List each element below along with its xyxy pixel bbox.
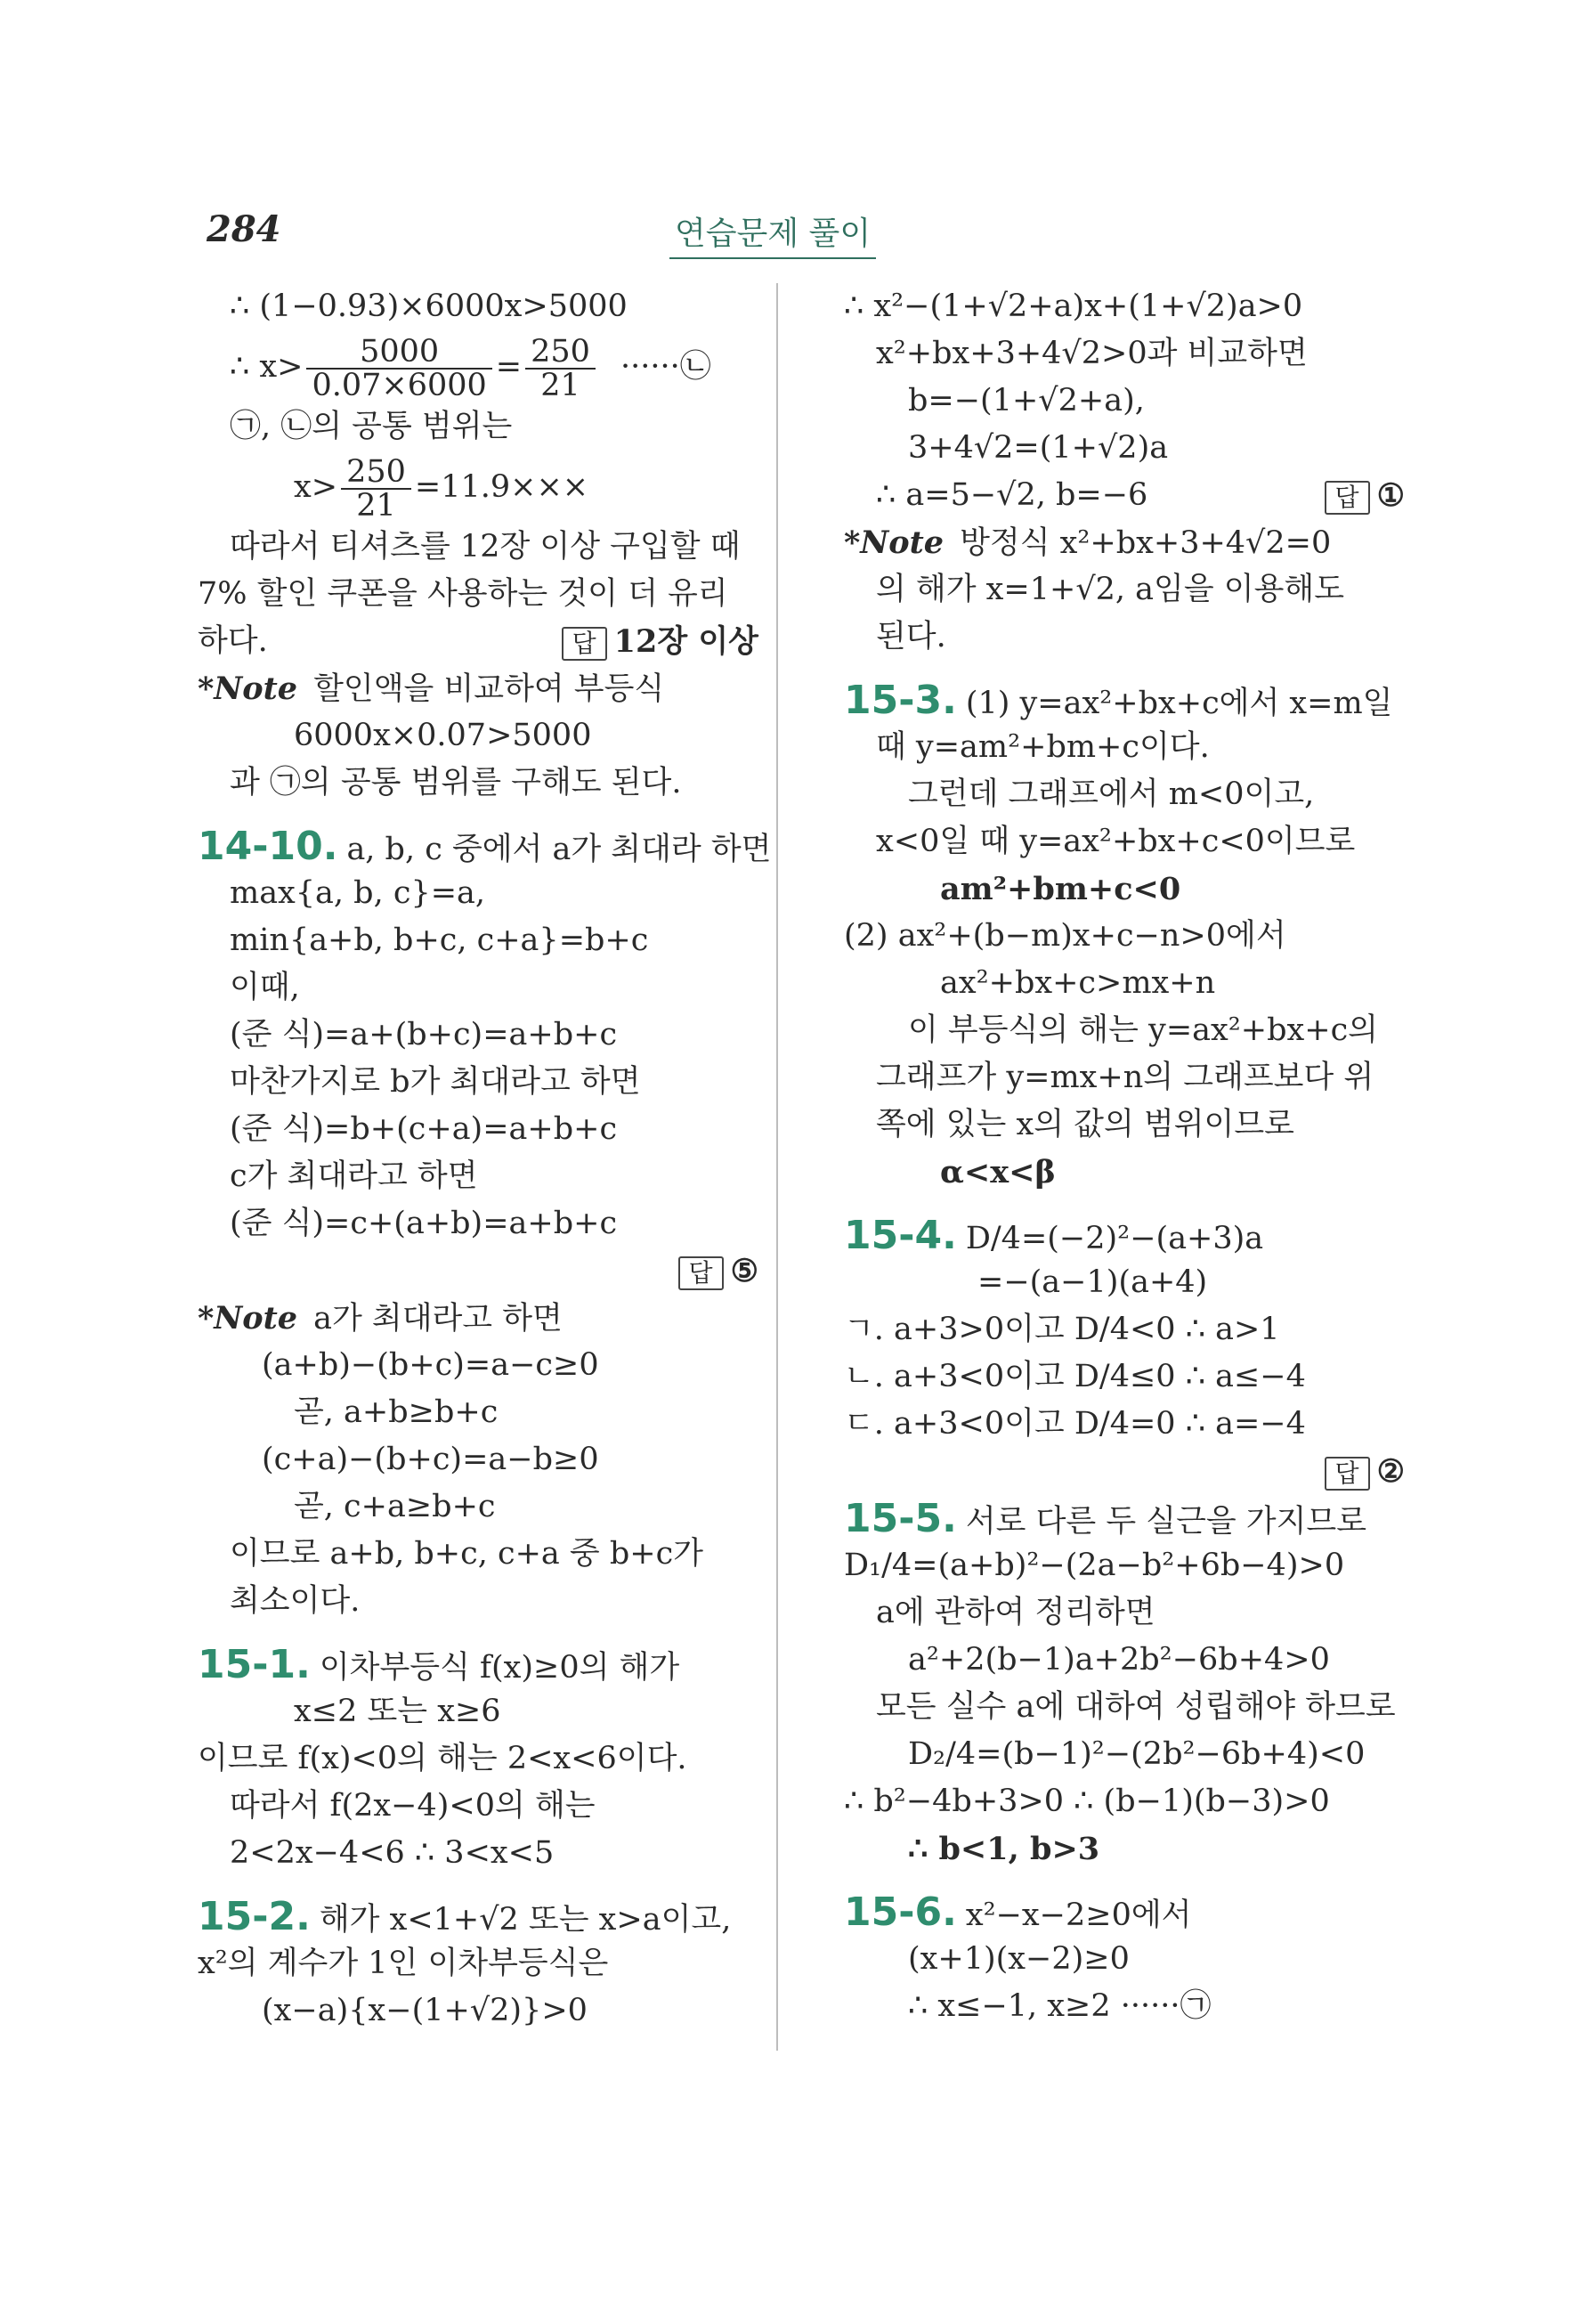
line-text: ㄴ. a+3<0이고 D/4≤0 ∴ a≤−4 [844, 1359, 1306, 1394]
line-text: max{a, b, c}=a, [230, 875, 486, 911]
line-text: D₁/4=(a+b)²−(2a−b²+6b−4)>0 [844, 1548, 1345, 1583]
text-line [198, 870, 767, 917]
problem-text: x²−x−2≥0에서 [965, 1897, 1192, 1933]
line-text: b=−(1+√2+a), [908, 383, 1145, 418]
line-text: x≤2 또는 x≥6 [294, 1694, 501, 1729]
line-text: am²+bm+c<0 [940, 871, 1181, 907]
section-gap [844, 1873, 1414, 1889]
running-title: 연습문제 풀이 [669, 208, 876, 259]
section-gap [198, 1625, 767, 1641]
problem-number: 15-2. [198, 1894, 311, 1939]
line-text: 이므로 f(x)<0의 해는 2<x<6이다. [198, 1741, 687, 1776]
note-line [198, 665, 767, 712]
text-line [844, 1101, 1414, 1149]
text-line [198, 712, 767, 760]
text-line [844, 425, 1414, 472]
line-text: ∴ a=5−√2, b=−6 [876, 477, 1148, 513]
line-text: ∴ b²−4b+3>0 ∴ (b−1)(b−3)>0 [844, 1784, 1330, 1819]
section-gap [844, 661, 1414, 677]
line-text: 그래프가 y=mx+n의 그래프보다 위 [876, 1060, 1374, 1095]
text-line [844, 1448, 1414, 1495]
text-line [844, 960, 1414, 1007]
denominator: 21 [356, 487, 396, 524]
text-line [198, 1830, 767, 1877]
answer-value: ② [1376, 1453, 1405, 1490]
text-line [198, 1012, 767, 1059]
line-text: a²+2(b−1)a+2b²−6b+4>0 [908, 1642, 1330, 1678]
answer-value: ⑤ [730, 1253, 758, 1289]
line-text: ax²+bx+c>mx+n [940, 965, 1216, 1001]
line-text: 때 y=am²+bm+c이다. [876, 729, 1210, 765]
line-text: 이때, [230, 970, 300, 1005]
problem-heading [844, 1889, 1414, 1936]
text-line [198, 618, 767, 665]
math-suffix: =11.9××× [414, 469, 589, 505]
line-text: 곧, c+a≥b+c [294, 1489, 496, 1524]
text-line [844, 818, 1414, 865]
line-text: x<0일 때 y=ax²+bx+c<0이므로 [876, 824, 1356, 859]
line-text: (2) ax²+(b−m)x+c−n>0에서 [844, 918, 1286, 954]
problem-number: 15-6. [844, 1889, 957, 1935]
line-text: D₂/4=(b−1)²−(2b²−6b+4)<0 [908, 1736, 1366, 1772]
line-text: 이 부등식의 해는 y=ax²+bx+c의 [908, 1012, 1378, 1048]
text-line [198, 1735, 767, 1783]
line-text: α<x<β [940, 1154, 1056, 1190]
fraction [525, 333, 596, 403]
line-text: (a+b)−(b+c)=a−c≥0 [262, 1347, 599, 1383]
text-line [844, 913, 1414, 960]
text-line [198, 524, 767, 571]
answer-label: 답 [1325, 481, 1370, 515]
math-prefix: ∴ x> [230, 349, 304, 385]
problem-text: (1) y=ax²+bx+c에서 x=m일 [965, 686, 1393, 721]
text-line [198, 1483, 767, 1531]
line-text: 3+4√2=(1+√2)a [908, 430, 1169, 466]
text-line [198, 1987, 767, 2035]
line-text: ∴ x≤−1, x≥2 ······㉠ [908, 1988, 1212, 2024]
text-line [844, 724, 1414, 771]
text-line [198, 1106, 767, 1153]
answer-label: 답 [562, 627, 607, 661]
text-line [844, 1401, 1414, 1448]
answer-label: 답 [678, 1256, 724, 1290]
text-line [198, 1342, 767, 1389]
line-text: ㄱ. a+3>0이고 D/4<0 ∴ a>1 [844, 1312, 1280, 1347]
fraction [341, 453, 411, 524]
text-line [844, 614, 1414, 661]
line-text: 의 해가 x=1+√2, a임을 이용해도 [876, 572, 1345, 607]
text-line [844, 1259, 1414, 1306]
problem-number: 15-5. [844, 1496, 957, 1541]
line-text: x²의 계수가 1인 이차부등식은 [198, 1946, 609, 1981]
line-text: ㉠, ㉡의 공통 범위는 [230, 409, 513, 444]
fraction-line [198, 330, 767, 403]
line-text: ∴ b<1, b>3 [908, 1831, 1100, 1867]
problem-text: D/4=(−2)²−(a+3)a [965, 1221, 1264, 1256]
line-text: x²+bx+3+4√2>0과 비교하면 [876, 336, 1308, 371]
right-column [844, 283, 1414, 2030]
problem-heading [844, 1495, 1414, 1542]
left-column [198, 283, 772, 2035]
text-line [198, 1578, 767, 1625]
answer-value: ① [1376, 477, 1405, 514]
line-text: ∴ (1−0.93)×6000x>5000 [230, 288, 628, 324]
line-text: (준 식)=a+(b+c)=a+b+c [230, 1017, 618, 1052]
numerator: 250 [341, 456, 411, 490]
line-text: (x−a){x−(1+√2)}>0 [262, 1993, 588, 2028]
text-line [844, 1983, 1414, 2030]
text-line [844, 771, 1414, 818]
note-line [844, 519, 1414, 566]
line-text: 7% 할인 쿠폰을 사용하는 것이 더 유리 [198, 576, 728, 612]
line-text: 과 ㉠의 공통 범위를 구해도 된다. [230, 765, 682, 800]
numerator: 5000 [306, 336, 491, 370]
answer-label: 답 [1325, 1457, 1370, 1491]
text-line [844, 1637, 1414, 1684]
text-line [198, 1389, 767, 1436]
text-line [844, 1353, 1414, 1401]
problem-text: 서로 다른 두 실근을 가지므로 [965, 1504, 1367, 1540]
note-text: 방정식 x²+bx+3+4√2=0 [960, 525, 1332, 561]
denominator: 0.07×6000 [312, 367, 487, 403]
note-label: *Note [844, 524, 945, 561]
answer-value: 12장 이상 [613, 623, 758, 660]
equation-tag: ······㉡ [620, 349, 711, 385]
text-line [844, 1589, 1414, 1637]
problem-number: 15-3. [844, 678, 957, 723]
text-line [198, 403, 767, 451]
line-text: 된다. [876, 619, 946, 654]
line-text: 마찬가지로 b가 최대라고 하면 [230, 1064, 641, 1100]
line-text: 2<2x−4<6 ∴ 3<x<5 [230, 1835, 555, 1871]
note-text: 할인액을 비교하여 부등식 [313, 671, 665, 707]
text-line [844, 1149, 1414, 1196]
text-line [198, 283, 767, 330]
problem-number: 15-4. [844, 1213, 957, 1258]
line-text: ㄷ. a+3<0이고 D/4=0 ∴ a=−4 [844, 1406, 1306, 1442]
line-text: 그런데 그래프에서 m<0이고, [908, 776, 1315, 812]
line-text: a에 관하여 정리하면 [876, 1595, 1155, 1630]
text-line [198, 1436, 767, 1483]
note-text: a가 최대라고 하면 [313, 1301, 563, 1337]
text-line [844, 1778, 1414, 1825]
text-line [198, 1783, 767, 1830]
text-line [198, 1940, 767, 1987]
line-text: =−(a−1)(a+4) [977, 1264, 1208, 1300]
text-line [198, 760, 767, 807]
column-divider [776, 283, 778, 2051]
page-number: 284 [207, 208, 281, 250]
line-text: min{a+b, b+c, c+a}=b+c [230, 922, 649, 958]
problem-heading [844, 677, 1414, 724]
note-label: *Note [198, 670, 298, 707]
text-line [844, 1731, 1414, 1778]
text-line [844, 283, 1414, 330]
line-text: 모든 실수 a에 대하여 성립해야 하므로 [876, 1689, 1396, 1725]
text-line [198, 1059, 767, 1106]
denominator: 21 [540, 367, 580, 403]
answer-mark [1325, 1448, 1405, 1496]
text-line [844, 865, 1414, 913]
problem-heading [844, 1212, 1414, 1259]
note-line [198, 1295, 767, 1342]
line-text: 최소이다. [230, 1583, 361, 1619]
text-line [844, 566, 1414, 614]
problem-text: a, b, c 중에서 a가 최대라 하면 [346, 832, 772, 867]
text-line [198, 1153, 767, 1200]
section-gap [198, 1877, 767, 1893]
answer-mark [678, 1247, 758, 1296]
line-text: (준 식)=b+(c+a)=a+b+c [230, 1111, 618, 1147]
line-text: (c+a)−(b+c)=a−b≥0 [262, 1442, 599, 1477]
text-line [844, 1054, 1414, 1101]
text-line [198, 1247, 767, 1295]
text-line [198, 1200, 767, 1247]
text-line [844, 1684, 1414, 1731]
section-gap [198, 807, 767, 823]
problem-heading [198, 823, 772, 870]
math-equals: = [495, 349, 523, 385]
text-line [844, 1542, 1414, 1589]
line-text: (준 식)=c+(a+b)=a+b+c [230, 1206, 618, 1241]
answer-mark [1325, 472, 1405, 520]
text-line [844, 1007, 1414, 1054]
text-line [198, 964, 767, 1012]
problem-heading [198, 1641, 767, 1688]
numerator: 250 [525, 336, 596, 370]
problem-text: 이차부등식 f(x)≥0의 해가 [319, 1650, 680, 1686]
fraction-line [198, 451, 767, 524]
problem-text: 해가 x<1+√2 또는 x>a이고, [319, 1902, 732, 1938]
line-text: 6000x×0.07>5000 [294, 718, 592, 753]
line-text: c가 최대라고 하면 [230, 1158, 478, 1194]
text-line [198, 1531, 767, 1578]
problem-heading [198, 1893, 767, 1940]
problem-number: 15-1. [198, 1642, 311, 1687]
math-prefix: x> [294, 469, 338, 505]
text-line [198, 1688, 767, 1735]
section-gap [844, 1196, 1414, 1212]
line-text: ∴ x²−(1+√2+a)x+(1+√2)a>0 [844, 288, 1303, 324]
text-line [198, 571, 767, 618]
line-text: 따라서 f(2x−4)<0의 해는 [230, 1788, 596, 1824]
text-line [844, 330, 1414, 378]
line-text: 쪽에 있는 x의 값의 범위이므로 [876, 1107, 1294, 1142]
fraction [306, 333, 491, 403]
text-line [844, 1936, 1414, 1983]
text-line [844, 378, 1414, 425]
line-text: (x+1)(x−2)≥0 [908, 1941, 1130, 1977]
text-line [844, 1825, 1414, 1873]
line-text: 곧, a+b≥b+c [294, 1394, 499, 1430]
text-line [844, 1306, 1414, 1353]
line-text: 이므로 a+b, b+c, c+a 중 b+c가 [230, 1536, 703, 1572]
text-line [844, 472, 1414, 519]
line-text: 하다. [198, 623, 268, 659]
line-text: 따라서 티셔츠를 12장 이상 구입할 때 [230, 529, 741, 565]
note-label: *Note [198, 1300, 298, 1337]
problem-number: 14-10. [198, 824, 338, 869]
answer-mark [562, 618, 758, 666]
text-line [198, 917, 767, 964]
